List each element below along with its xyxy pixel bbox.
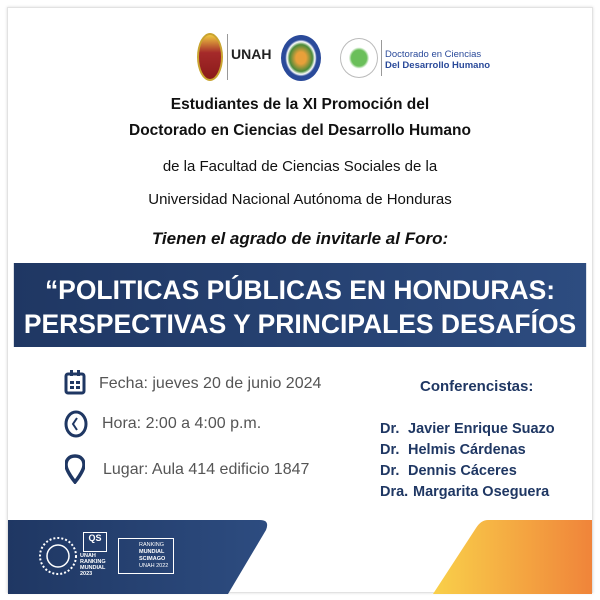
scimago-line3: SCIMAGO xyxy=(139,556,166,562)
scimago-line2: MUNDIAL xyxy=(139,549,165,555)
divider xyxy=(381,40,382,76)
divider xyxy=(227,34,228,80)
invite-text: Tienen el agrado de invitarle al Foro: xyxy=(151,229,449,248)
speaker-name: Helmis Cárdenas xyxy=(408,442,526,458)
speaker-item xyxy=(380,440,555,461)
header-line2: Doctorado en Ciencias del Desarrollo Humano xyxy=(129,122,471,139)
speaker-item xyxy=(380,461,555,482)
doctorado-line1: Doctorado en Ciencias xyxy=(385,49,482,60)
speaker-title: Dr. xyxy=(380,463,400,479)
time-text: Hora: 2:00 a 4:00 p.m. xyxy=(102,415,262,432)
location-text: Lugar: Aula 414 edificio 1847 xyxy=(103,461,310,478)
speaker-title: Dr. xyxy=(380,421,400,437)
scimago-line1: RANKING xyxy=(139,542,165,548)
speaker-name: Margarita Oseguera xyxy=(413,484,550,500)
qs-ranking-text: UNAH RANKING MUNDIAL 2023 xyxy=(80,553,106,577)
speaker-name: Dennis Cáceres xyxy=(408,463,517,479)
doctorado-wordmark xyxy=(385,49,490,71)
doctorado-line2: Del Desarrollo Humano xyxy=(385,60,491,71)
header-line3: de la Facultad de Ciencias Sociales de la xyxy=(162,158,438,175)
forum-title-banner xyxy=(14,263,586,347)
footer-orange-shape xyxy=(433,520,592,594)
forum-title-line1: “POLITICAS PÚBLICAS EN HONDURAS: xyxy=(44,275,556,305)
header-line1: Estudiantes de la XI Promoción del xyxy=(170,96,430,113)
speaker-title: Dra. xyxy=(380,484,409,500)
scimago-line4: UNAH 2022 xyxy=(139,563,169,569)
forum-title-line2: PERSPECTIVAS Y PRINCIPALES DESAFÍOS xyxy=(23,309,577,339)
unah-wordmark: UNAH xyxy=(231,46,272,62)
date-text: Fecha: jueves 20 de junio 2024 xyxy=(99,375,322,392)
speaker-title: Dr. xyxy=(380,442,400,458)
speaker-item xyxy=(380,482,555,503)
speaker-item xyxy=(380,419,555,440)
qs-logo: QS xyxy=(83,532,107,552)
globe-logo xyxy=(340,38,378,78)
header-line4: Universidad Nacional Autónoma de Honduras xyxy=(148,191,452,208)
speakers-list xyxy=(380,419,555,503)
clock-icon xyxy=(64,410,88,438)
doctorado-seal xyxy=(281,35,321,81)
location-pin-icon xyxy=(65,454,85,484)
speakers-heading: Conferencistas: xyxy=(420,378,534,395)
speaker-name: Javier Enrique Suazo xyxy=(408,421,555,437)
calendar-icon xyxy=(64,369,86,395)
scimago-badge xyxy=(118,538,174,574)
unah-logo xyxy=(197,33,223,81)
